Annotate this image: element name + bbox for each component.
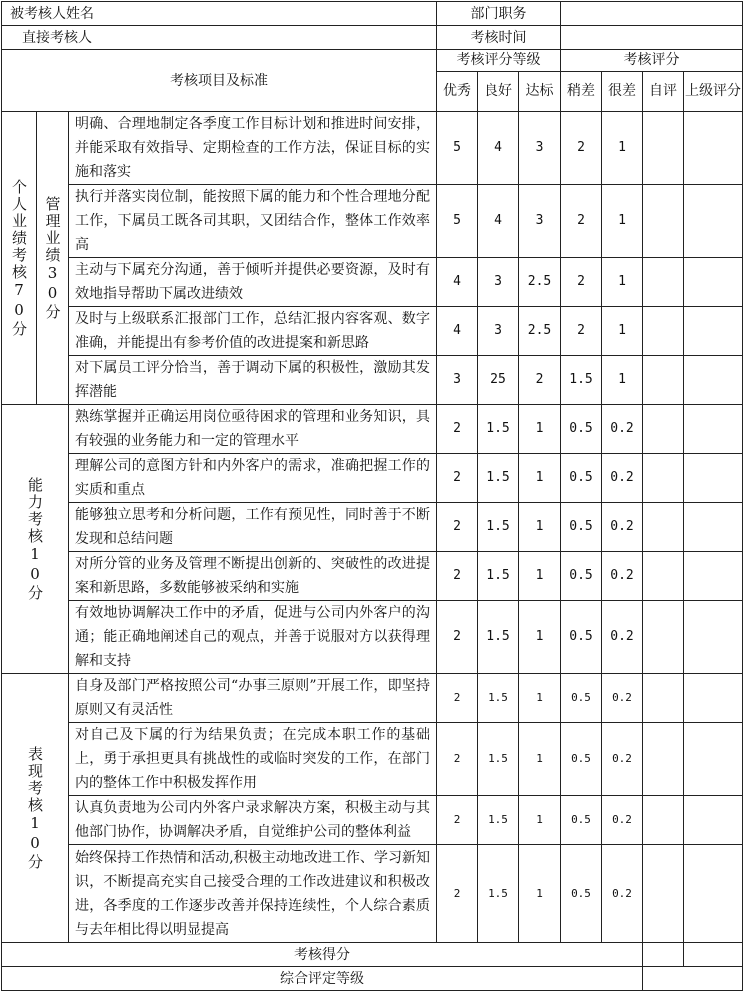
self-assessment-cell[interactable] (643, 405, 684, 454)
grade-standard-score: 1 (519, 454, 561, 503)
grade-very-poor-score: 0.2 (602, 503, 643, 552)
self-assessment-cell[interactable] (643, 674, 684, 723)
grade-standard-score: 3 (519, 112, 561, 185)
grade-very-poor-score: 1 (602, 356, 643, 405)
assess-score-header: 考核评分 (561, 50, 743, 72)
criteria-text: 执行并落实岗位制，能按照下属的能力和个性合理地分配工作，下属员工既各司其职，又团结合作，整体工作效率高 (69, 185, 437, 258)
criteria-text: 明确、合理地制定各季度工作目标计划和推进时间安排，并能采取有效指导、定期检查的工作方法，保证目标的实施和落实 (69, 112, 437, 185)
grade-slightly-poor-score: 2 (561, 258, 602, 307)
criteria-text: 对自己及下属的行为结果负责；在完成本职工作的基础上，勇于承担更具有挑战性的或临时突发的工作，在部门内的整体工作中积极发挥作用 (69, 723, 437, 796)
grade-slightly-poor-header: 稍差 (561, 72, 602, 112)
grade-standard-score: 1 (519, 796, 561, 845)
grade-slightly-poor-score: 0.5 (561, 796, 602, 845)
grade-good-score: 4 (478, 185, 519, 258)
superior-score-cell[interactable] (684, 723, 743, 796)
section-personal-performance-label: 个人业绩考核70分 (2, 112, 37, 405)
assess-time-field[interactable] (561, 26, 743, 50)
grade-excellent-score: 2 (437, 796, 478, 845)
criteria-text: 对下属员工评分恰当，善于调动下属的积极性，激励其发挥潜能 (69, 356, 437, 405)
grade-excellent-score: 3 (437, 356, 478, 405)
dept-position-field[interactable] (561, 2, 743, 26)
grade-excellent-score: 2 (437, 405, 478, 454)
grade-very-poor-score: 0.2 (602, 601, 643, 674)
grade-level-header: 考核评分等级 (437, 50, 561, 72)
grade-very-poor-score: 1 (602, 307, 643, 356)
self-assessment-cell[interactable] (643, 112, 684, 185)
grade-slightly-poor-score: 0.5 (561, 454, 602, 503)
grade-good-score: 1.5 (478, 796, 519, 845)
examinee-name-label: 被考核人姓名 (2, 2, 437, 26)
self-assessment-cell[interactable] (643, 258, 684, 307)
grade-excellent-score: 2 (437, 845, 478, 943)
superior-score-cell[interactable] (684, 796, 743, 845)
grade-standard-score: 1 (519, 503, 561, 552)
grade-slightly-poor-score: 2 (561, 307, 602, 356)
assess-time-label: 考核时间 (437, 26, 561, 50)
superior-score-cell[interactable] (684, 258, 743, 307)
grade-excellent-score: 4 (437, 307, 478, 356)
criteria-row (2, 845, 743, 943)
criteria-row (2, 454, 743, 503)
grade-very-poor-score: 0.2 (602, 845, 643, 943)
criteria-row (2, 601, 743, 674)
grade-excellent-score: 2 (437, 503, 478, 552)
grade-slightly-poor-score: 0.5 (561, 845, 602, 943)
self-assessment-cell[interactable] (643, 454, 684, 503)
grade-excellent-header: 优秀 (437, 72, 478, 112)
grade-standard-score: 1 (519, 405, 561, 454)
criteria-row (2, 796, 743, 845)
grade-very-poor-header: 很差 (602, 72, 643, 112)
criteria-text: 理解公司的意图方针和内外客户的需求，准确把握工作的实质和重点 (69, 454, 437, 503)
total-superior-cell[interactable] (684, 943, 743, 967)
grade-excellent-score: 5 (437, 185, 478, 258)
total-self-cell[interactable] (643, 943, 684, 967)
grade-excellent-score: 2 (437, 454, 478, 503)
self-assessment-header: 自评 (643, 72, 684, 112)
criteria-text: 及时与上级联系汇报部门工作，总结汇报内容客观、数字准确，并能提出有参考价值的改进提案和新思路 (69, 307, 437, 356)
subsection-management-label: 管理业绩30分 (37, 112, 69, 405)
grade-standard-score: 2 (519, 356, 561, 405)
superior-score-cell[interactable] (684, 356, 743, 405)
grade-very-poor-score: 0.2 (602, 796, 643, 845)
superior-score-cell[interactable] (684, 112, 743, 185)
total-score-label: 考核得分 (2, 943, 643, 967)
grade-good-score: 1.5 (478, 601, 519, 674)
superior-score-cell[interactable] (684, 185, 743, 258)
section-conduct-label: 表现考核10分 (2, 674, 69, 943)
grade-very-poor-score: 0.2 (602, 405, 643, 454)
grade-good-score: 1.5 (478, 674, 519, 723)
grade-good-score: 4 (478, 112, 519, 185)
superior-score-cell[interactable] (684, 845, 743, 943)
grade-very-poor-score: 0.2 (602, 674, 643, 723)
criteria-text: 始终保持工作热情和活动,积极主动地改进工作、学习新知识，不断提高充实自己接受合理的工作改进建议和积极改进，各季度的工作逐步改善并保持连续性，个人综合素质与去年相比得以明显提高 (69, 845, 437, 943)
criteria-row (2, 185, 743, 258)
grade-standard-score: 1 (519, 723, 561, 796)
self-assessment-cell[interactable] (643, 796, 684, 845)
criteria-text: 自身及部门严格按照公司“办事三原则”开展工作，即坚持原则又有灵活性 (69, 674, 437, 723)
superior-score-cell[interactable] (684, 405, 743, 454)
grade-slightly-poor-score: 2 (561, 112, 602, 185)
section-ability-label: 能力考核10分 (2, 405, 69, 674)
superior-score-cell[interactable] (684, 674, 743, 723)
criteria-text: 主动与下属充分沟通，善于倾听并提供必要资源，及时有效地指导帮助下属改进绩效 (69, 258, 437, 307)
criteria-text: 对所分管的业务及管理不断提出创新的、突破性的改进提案和新思路，多数能够被采纳和实施 (69, 552, 437, 601)
grade-good-score: 1.5 (478, 405, 519, 454)
superior-score-cell[interactable] (684, 601, 743, 674)
grade-standard-score: 1 (519, 845, 561, 943)
grade-good-header: 良好 (478, 72, 519, 112)
self-assessment-cell[interactable] (643, 845, 684, 943)
grade-very-poor-score: 1 (602, 112, 643, 185)
criteria-row (2, 112, 743, 185)
overall-rating-cell[interactable] (643, 967, 743, 991)
criteria-text: 能够独立思考和分析问题，工作有预见性，同时善于不断发现和总结问题 (69, 503, 437, 552)
self-assessment-cell[interactable] (643, 185, 684, 258)
grade-good-score: 1.5 (478, 845, 519, 943)
grade-slightly-poor-score: 0.5 (561, 674, 602, 723)
grade-slightly-poor-score: 1.5 (561, 356, 602, 405)
self-assessment-cell[interactable] (643, 356, 684, 405)
assessment-table (1, 1, 743, 991)
grade-slightly-poor-score: 0.5 (561, 723, 602, 796)
grade-very-poor-score: 0.2 (602, 552, 643, 601)
self-assessment-cell[interactable] (643, 723, 684, 796)
grade-very-poor-score: 0.2 (602, 723, 643, 796)
criteria-row (2, 307, 743, 356)
grade-slightly-poor-score: 0.5 (561, 601, 602, 674)
grade-very-poor-score: 1 (602, 185, 643, 258)
items-standard-header: 考核项目及标准 (2, 50, 437, 112)
self-assessment-cell[interactable] (643, 601, 684, 674)
grade-standard-score: 1 (519, 674, 561, 723)
criteria-row (2, 674, 743, 723)
superior-score-cell[interactable] (684, 552, 743, 601)
criteria-row (2, 258, 743, 307)
grade-good-score: 3 (478, 258, 519, 307)
grade-excellent-score: 4 (437, 258, 478, 307)
grade-excellent-score: 5 (437, 112, 478, 185)
criteria-row (2, 723, 743, 796)
grade-good-score: 1.5 (478, 723, 519, 796)
overall-rating-label: 综合评定等级 (2, 967, 643, 991)
criteria-text: 有效地协调解决工作中的矛盾，促进与公司内外客户的沟通；能正确地阐述自己的观点，并善于说服对方以获得理解和支持 (69, 601, 437, 674)
superior-score-header: 上级评分 (684, 72, 743, 112)
criteria-row (2, 503, 743, 552)
self-assessment-cell[interactable] (643, 552, 684, 601)
criteria-row (2, 356, 743, 405)
criteria-row (2, 552, 743, 601)
superior-score-cell[interactable] (684, 307, 743, 356)
criteria-text: 认真负责地为公司内外客户录求解决方案，积极主动与其他部门协作，协调解决矛盾，自觉维护公司的整体利益 (69, 796, 437, 845)
grade-good-score: 25 (478, 356, 519, 405)
grade-good-score: 1.5 (478, 503, 519, 552)
grade-standard-header: 达标 (519, 72, 561, 112)
grade-excellent-score: 2 (437, 601, 478, 674)
grade-good-score: 1.5 (478, 454, 519, 503)
superior-score-cell[interactable] (684, 503, 743, 552)
grade-slightly-poor-score: 2 (561, 185, 602, 258)
grade-excellent-score: 2 (437, 552, 478, 601)
grade-excellent-score: 2 (437, 723, 478, 796)
grade-good-score: 1.5 (478, 552, 519, 601)
grade-standard-score: 3 (519, 185, 561, 258)
grade-standard-score: 2.5 (519, 258, 561, 307)
grade-good-score: 3 (478, 307, 519, 356)
criteria-row (2, 405, 743, 454)
superior-score-cell[interactable] (684, 454, 743, 503)
self-assessment-cell[interactable] (643, 503, 684, 552)
direct-assessor-label: 直接考核人 (2, 26, 437, 50)
grade-standard-score: 2.5 (519, 307, 561, 356)
grade-excellent-score: 2 (437, 674, 478, 723)
self-assessment-cell[interactable] (643, 307, 684, 356)
grade-standard-score: 1 (519, 601, 561, 674)
dept-position-label: 部门职务 (437, 2, 561, 26)
grade-slightly-poor-score: 0.5 (561, 503, 602, 552)
criteria-text: 熟练掌握并正确运用岗位亟待困求的管理和业务知识，具有较强的业务能力和一定的管理水平 (69, 405, 437, 454)
grade-very-poor-score: 1 (602, 258, 643, 307)
grade-slightly-poor-score: 0.5 (561, 405, 602, 454)
grade-standard-score: 1 (519, 552, 561, 601)
grade-slightly-poor-score: 0.5 (561, 552, 602, 601)
grade-very-poor-score: 0.2 (602, 454, 643, 503)
